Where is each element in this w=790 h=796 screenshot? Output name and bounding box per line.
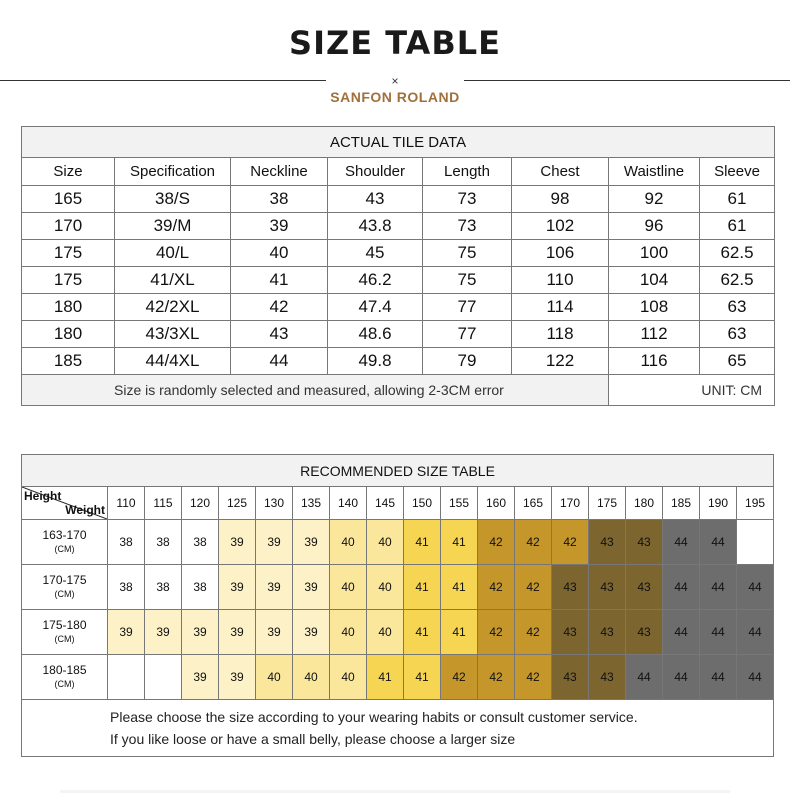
weight-header: 190 (700, 487, 737, 520)
size-cell: 41 (404, 655, 441, 700)
size-cell: 44 (737, 655, 774, 700)
size-cell: 39 (256, 520, 293, 565)
table-cell: 175 (22, 267, 115, 294)
size-cell: 41 (441, 520, 478, 565)
corner-height-label: Height (24, 489, 62, 503)
table-cell: 39/M (115, 213, 231, 240)
table-cell: 65 (700, 348, 775, 375)
table-cell: 44/4XL (115, 348, 231, 375)
table-cell: 102 (512, 213, 609, 240)
size-cell: 40 (367, 565, 404, 610)
table-cell: 165 (22, 186, 115, 213)
brand-name: SANFON ROLAND (330, 89, 460, 105)
size-cell: 39 (108, 610, 145, 655)
table-cell: 40/L (115, 240, 231, 267)
table-cell: 112 (609, 321, 700, 348)
weight-header: 180 (626, 487, 663, 520)
table-cell: 41 (231, 267, 328, 294)
size-cell: 40 (367, 520, 404, 565)
table-cell: 110 (512, 267, 609, 294)
table-cell: 75 (423, 267, 512, 294)
table-cell: 180 (22, 321, 115, 348)
height-weight-corner (22, 487, 108, 520)
size-cell: 42 (478, 655, 515, 700)
height-unit: (CM) (54, 544, 75, 554)
size-cell: 40 (330, 520, 367, 565)
corner-weight-label: Weight (65, 503, 105, 517)
table-cell: 62.5 (700, 267, 775, 294)
weight-header: 150 (404, 487, 441, 520)
table-row (22, 213, 775, 240)
size-cell: 39 (293, 610, 330, 655)
actual-col-header: Sleeve (700, 158, 775, 186)
size-cell: 39 (219, 655, 256, 700)
size-cell: 44 (663, 565, 700, 610)
size-cell: 39 (182, 610, 219, 655)
table-cell: 42/2XL (115, 294, 231, 321)
height-range-label: 163-170 (42, 528, 87, 542)
weight-header: 155 (441, 487, 478, 520)
table-cell: 100 (609, 240, 700, 267)
table-cell: 43.8 (328, 213, 423, 240)
size-cell: 44 (737, 610, 774, 655)
size-cell: 42 (478, 520, 515, 565)
table-row (22, 240, 775, 267)
table-cell: 73 (423, 186, 512, 213)
size-cell: 39 (293, 520, 330, 565)
table-cell: 38/S (115, 186, 231, 213)
size-cell: 41 (404, 520, 441, 565)
actual-col-header: Neckline (231, 158, 328, 186)
bottom-fade-line (60, 790, 730, 793)
size-cell: 38 (145, 520, 182, 565)
size-cell: 44 (700, 565, 737, 610)
size-cell: 42 (515, 565, 552, 610)
height-unit: (CM) (54, 679, 75, 689)
table-cell: 114 (512, 294, 609, 321)
table-row (22, 655, 774, 700)
table-cell: 47.4 (328, 294, 423, 321)
weight-header: 160 (478, 487, 515, 520)
size-cell: 39 (219, 565, 256, 610)
size-cell: 39 (145, 610, 182, 655)
weight-header: 170 (552, 487, 589, 520)
weight-header: 175 (589, 487, 626, 520)
table-cell: 63 (700, 294, 775, 321)
height-range-label: 175-180 (42, 618, 87, 632)
actual-col-header: Size (22, 158, 115, 186)
size-cell: 42 (515, 520, 552, 565)
size-cell: 44 (663, 610, 700, 655)
table-cell: 43 (328, 186, 423, 213)
table-cell: 40 (231, 240, 328, 267)
size-cell: 43 (626, 520, 663, 565)
size-cell: 39 (256, 565, 293, 610)
table-cell: 75 (423, 240, 512, 267)
size-cell: 42 (478, 565, 515, 610)
advice-note (22, 700, 774, 757)
height-range-label: 180-185 (42, 663, 87, 677)
size-cell: 40 (330, 610, 367, 655)
table-cell: 106 (512, 240, 609, 267)
weight-header: 185 (663, 487, 700, 520)
size-cell: 43 (552, 655, 589, 700)
size-cell: 44 (737, 565, 774, 610)
table-cell: 77 (423, 321, 512, 348)
table-cell: 98 (512, 186, 609, 213)
size-cell: 39 (219, 610, 256, 655)
size-cell (737, 520, 774, 565)
table-cell: 48.6 (328, 321, 423, 348)
table-row (22, 520, 774, 565)
size-cell: 38 (182, 520, 219, 565)
size-cell: 38 (108, 565, 145, 610)
size-cell: 43 (589, 565, 626, 610)
table-row (22, 610, 774, 655)
size-cell: 44 (663, 655, 700, 700)
size-cell: 40 (256, 655, 293, 700)
weight-header: 115 (145, 487, 182, 520)
table-cell: 116 (609, 348, 700, 375)
size-cell: 39 (182, 655, 219, 700)
size-cell: 43 (626, 565, 663, 610)
table-cell: 44 (231, 348, 328, 375)
actual-col-header: Chest (512, 158, 609, 186)
table-cell: 118 (512, 321, 609, 348)
page-title: SIZE TABLE (289, 24, 501, 62)
height-unit: (CM) (54, 589, 75, 599)
size-cell: 44 (626, 655, 663, 700)
table-cell: 108 (609, 294, 700, 321)
table-cell: 77 (423, 294, 512, 321)
height-unit: (CM) (54, 634, 75, 644)
size-cell: 42 (552, 520, 589, 565)
table-cell: 61 (700, 186, 775, 213)
table-cell: 42 (231, 294, 328, 321)
size-cell: 40 (330, 565, 367, 610)
table-cell: 104 (609, 267, 700, 294)
measurement-note: Size is randomly selected and measured, allowing 2-3CM error (22, 375, 609, 406)
size-cell: 39 (293, 565, 330, 610)
table-row (22, 565, 774, 610)
height-range (22, 610, 108, 655)
table-cell: 122 (512, 348, 609, 375)
table-cell: 73 (423, 213, 512, 240)
table-row (22, 321, 775, 348)
weight-header: 110 (108, 487, 145, 520)
size-cell: 43 (589, 610, 626, 655)
table-row (22, 267, 775, 294)
size-cell (108, 655, 145, 700)
table-cell: 46.2 (328, 267, 423, 294)
table-cell: 96 (609, 213, 700, 240)
height-range-label: 170-175 (42, 573, 87, 587)
table-cell: 43 (231, 321, 328, 348)
weight-header: 140 (330, 487, 367, 520)
table-cell: 45 (328, 240, 423, 267)
actual-col-header: Specification (115, 158, 231, 186)
recommended-size-table (21, 454, 774, 757)
table-cell: 92 (609, 186, 700, 213)
height-range (22, 655, 108, 700)
table-cell: 61 (700, 213, 775, 240)
size-cell: 44 (663, 520, 700, 565)
table-cell: 62.5 (700, 240, 775, 267)
size-cell: 44 (700, 520, 737, 565)
table-cell: 38 (231, 186, 328, 213)
size-cell: 41 (441, 565, 478, 610)
size-cell: 43 (552, 565, 589, 610)
weight-header: 130 (256, 487, 293, 520)
size-cell: 38 (145, 565, 182, 610)
size-cell: 44 (700, 655, 737, 700)
size-cell: 39 (256, 610, 293, 655)
actual-col-header: Length (423, 158, 512, 186)
table-row (22, 294, 775, 321)
size-cell: 42 (441, 655, 478, 700)
weight-header: 145 (367, 487, 404, 520)
size-cell: 43 (626, 610, 663, 655)
size-cell: 42 (515, 655, 552, 700)
table-cell: 185 (22, 348, 115, 375)
height-range (22, 565, 108, 610)
table-cell: 41/XL (115, 267, 231, 294)
size-cell: 41 (404, 610, 441, 655)
weight-header: 120 (182, 487, 219, 520)
size-cell: 43 (589, 520, 626, 565)
advice-line-2: If you like loose or have a small belly, please choose a larger size (110, 731, 516, 747)
weight-header: 195 (737, 487, 774, 520)
size-cell: 44 (700, 610, 737, 655)
size-cell: 40 (293, 655, 330, 700)
size-cell: 41 (404, 565, 441, 610)
size-cell: 41 (367, 655, 404, 700)
size-cell: 42 (515, 610, 552, 655)
x-mark: × (391, 74, 399, 88)
table-cell: 49.8 (328, 348, 423, 375)
size-cell (145, 655, 182, 700)
table-cell: 79 (423, 348, 512, 375)
unit-label: UNIT: CM (609, 375, 775, 406)
size-cell: 43 (589, 655, 626, 700)
actual-size-table (21, 126, 775, 406)
size-cell: 40 (367, 610, 404, 655)
actual-col-header: Waistline (609, 158, 700, 186)
size-cell: 39 (219, 520, 256, 565)
table-row (22, 348, 775, 375)
size-cell: 38 (182, 565, 219, 610)
weight-header: 135 (293, 487, 330, 520)
table-row (22, 186, 775, 213)
size-cell: 43 (552, 610, 589, 655)
table-cell: 180 (22, 294, 115, 321)
weight-header: 165 (515, 487, 552, 520)
table-cell: 39 (231, 213, 328, 240)
table-cell: 43/3XL (115, 321, 231, 348)
size-cell: 41 (441, 610, 478, 655)
height-range (22, 520, 108, 565)
size-cell: 40 (330, 655, 367, 700)
weight-header: 125 (219, 487, 256, 520)
actual-col-header: Shoulder (328, 158, 423, 186)
actual-table-caption: ACTUAL TILE DATA (22, 127, 775, 158)
table-cell: 63 (700, 321, 775, 348)
table-cell: 175 (22, 240, 115, 267)
size-cell: 38 (108, 520, 145, 565)
advice-line-1: Please choose the size according to your wearing habits or consult customer service. (110, 709, 638, 725)
size-cell: 42 (478, 610, 515, 655)
recommended-table-caption: RECOMMENDED SIZE TABLE (22, 455, 774, 487)
table-cell: 170 (22, 213, 115, 240)
